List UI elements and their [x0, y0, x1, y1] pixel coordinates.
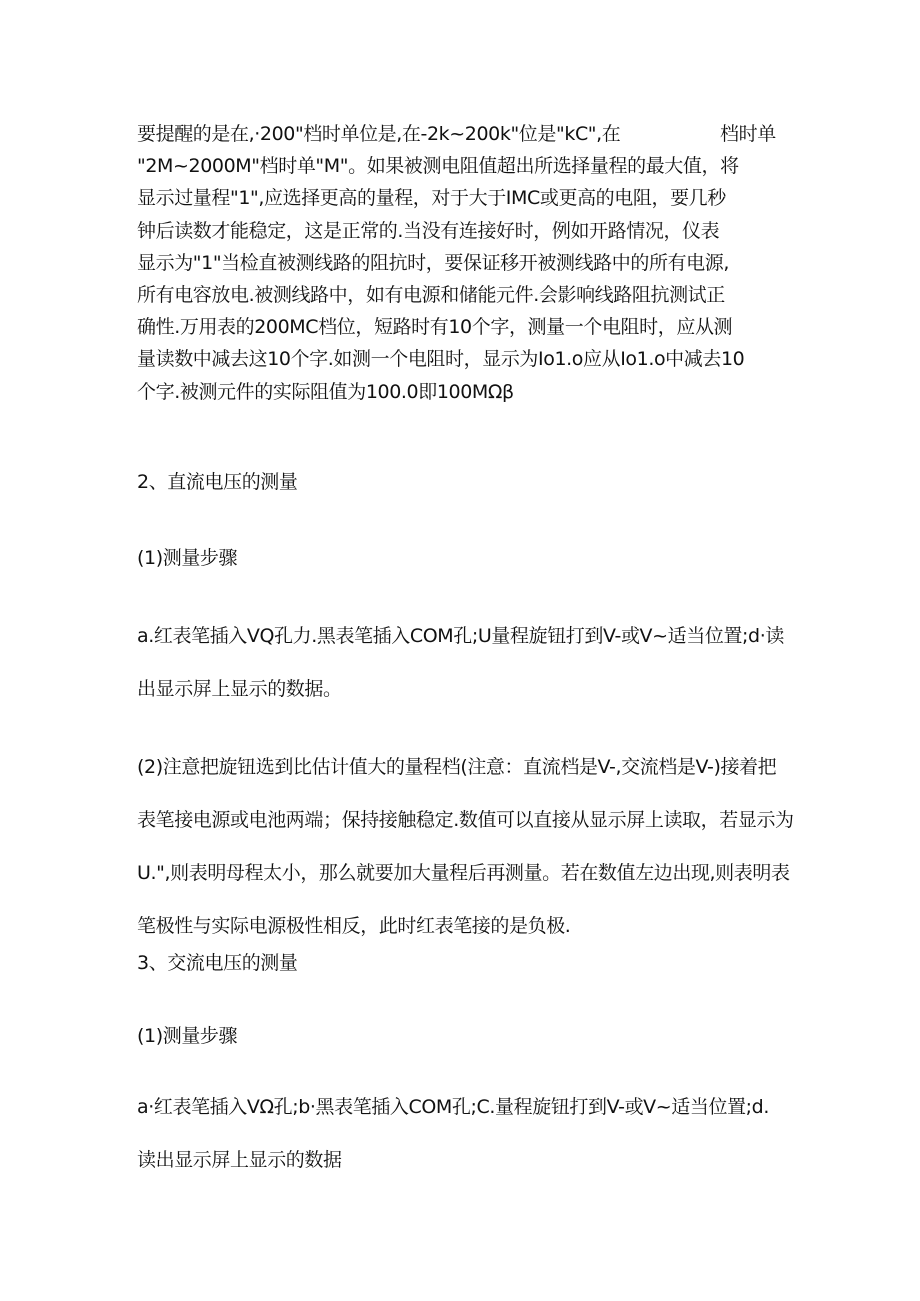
dc-steps-paragraph — [137, 610, 787, 716]
paragraph-line-right: 档时单 — [720, 123, 776, 145]
dc-notes-paragraph — [137, 741, 794, 953]
section-heading-dc-voltage — [137, 467, 787, 497]
sub-heading: (1)测量步骤 — [137, 547, 238, 569]
paragraph-line: 显示为"1"当检直被测线路的阻抗时，要保证移开被测线路中的所有电源, — [137, 251, 730, 274]
paragraph-line: U.",则表明母程太小，那么就要加大量程后再测量。若在数值左边出现,则表明表 — [137, 862, 790, 884]
section-heading: 3、交流电压的测量 — [137, 952, 298, 974]
paragraph-line: a·红表笔插入VΩ孔;b·黑表笔插入COM孔;C.量程旋钮打到V-或V~适当位置;d. — [137, 1096, 769, 1118]
section-heading-ac-voltage — [137, 948, 787, 978]
paragraph-line: 个字.被测元件的实际阻值为100.0即100MΩβ — [137, 380, 514, 403]
paragraph-line: 确性.万用表的200MC档位，短路时有10个字，测量一个电阻时，应从测 — [137, 316, 733, 339]
paragraph-line: 钟后读数才能稳定，这是正常的.当没有连接好时，例如开路情况，仪表 — [137, 219, 720, 242]
paragraph-line: 所有电容放电.被测线路中，如有电源和储能元件.会影响线路阻抗测试正 — [137, 283, 725, 306]
ac-step-heading — [137, 1021, 787, 1051]
dc-step-heading — [137, 543, 787, 573]
sub-heading: (1)测量步骤 — [137, 1025, 238, 1047]
resistance-notes-paragraph — [137, 118, 787, 408]
section-heading: 2、直流电压的测量 — [137, 471, 298, 493]
ac-steps-paragraph — [137, 1081, 787, 1187]
paragraph-line: 笔极性与实际电源极性相反，此时红表笔接的是负极. — [137, 915, 571, 937]
paragraph-line: 表笔接电源或电池两端；保持接触稳定.数值可以直接从显示屏上读取，若显示为 — [137, 809, 794, 831]
paragraph-line: 显示过量程"1",应选择更高的量程，对于大于IMC或更高的电阻，要几秒 — [137, 187, 726, 210]
paragraph-line — [137, 118, 787, 150]
paragraph-line: "2M~2000M"档时单"M"。如果被测电阻值超出所选择量程的最大值，将 — [137, 155, 739, 178]
paragraph-line-left: 要提醒的是在,·200"档时单位是,在-2k~200k"位是"kC",在 — [137, 123, 621, 145]
paragraph-line: 出显示屏上显示的数据。 — [137, 678, 342, 700]
paragraph-line: a.红表笔插入VQ孔力.黑表笔插入COM孔;U量程旋钮打到V-或V~适当位置;d·读 — [137, 625, 784, 647]
paragraph-line: 读出显示屏上显示的数据 — [137, 1149, 342, 1171]
paragraph-line: (2)注意把旋钮选到比估计值大的量程档(注意：直流档是V-,交流档是V-)接着把 — [137, 756, 777, 778]
paragraph-line: 量读数中减去这10个字.如测一个电阻时，显示为Io1.o应从Io1.o中减去10 — [137, 348, 745, 371]
